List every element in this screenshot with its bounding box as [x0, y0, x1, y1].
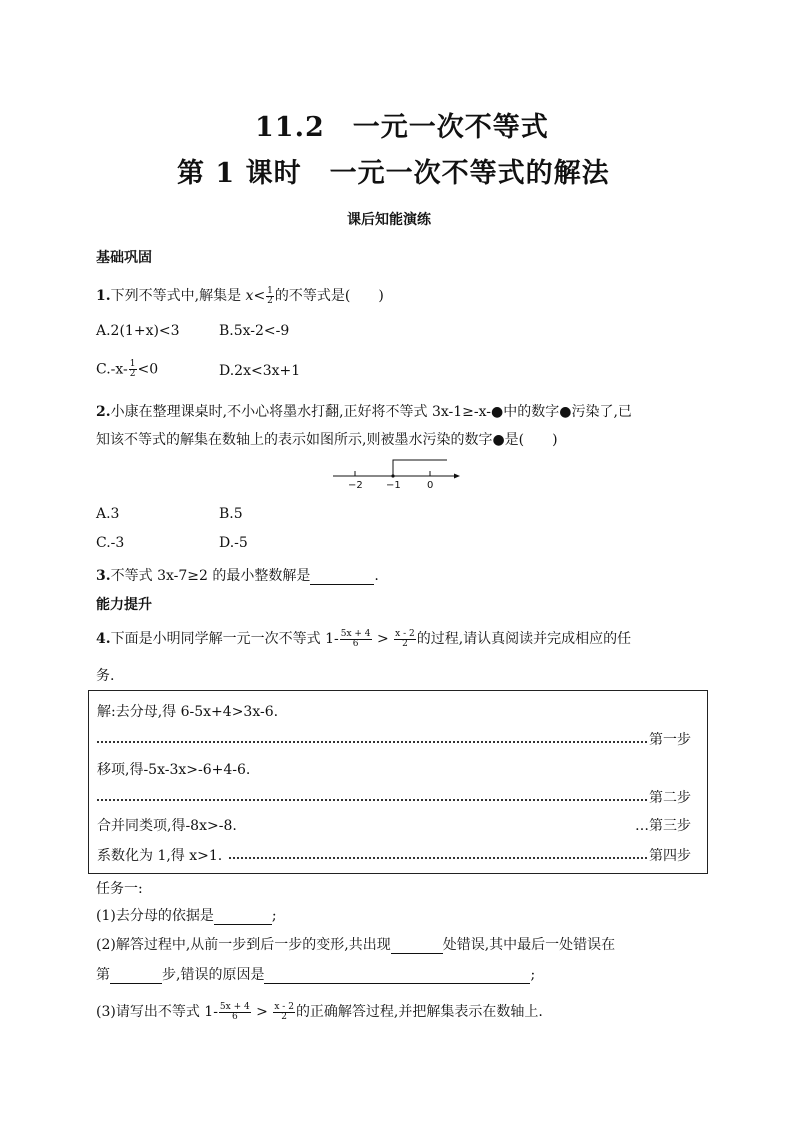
- option-a: A.3: [96, 506, 120, 522]
- task-text: (3)请写出不等式 1-: [96, 1004, 218, 1020]
- axis-label-0: 0: [427, 480, 434, 491]
- task-text-end: ;: [530, 967, 536, 983]
- solution-line-1: 解:去分母,得 6-5x+4>3x-6.: [97, 704, 279, 720]
- question-number: 4.: [96, 631, 111, 647]
- question-text: 下列不等式中,解集是: [110, 288, 246, 304]
- answer-blank[interactable]: [214, 908, 272, 925]
- option-c: [96, 360, 158, 379]
- numerator: 5x + 4: [219, 1001, 250, 1012]
- question-text: 小康在整理课桌时,不小心将墨水打翻,正好将不等式 3x-1≥-x-●中的数字●污染了,已: [110, 404, 632, 420]
- question-number: 1.: [96, 288, 111, 304]
- question-4: [96, 628, 631, 649]
- answer-blank[interactable]: [264, 967, 530, 984]
- numerator: 1: [129, 359, 136, 369]
- numerator: x - 2: [274, 1001, 294, 1012]
- step-label-1: 第一步: [649, 732, 691, 748]
- task-3: [96, 1001, 543, 1022]
- operator: >: [372, 631, 394, 647]
- question-text-end: 的不等式是( ): [274, 288, 384, 304]
- question-number: 2.: [96, 404, 111, 420]
- question-text-end: 的过程,请认真阅读并完成相应的任: [416, 631, 632, 647]
- question-text: 下面是小明同学解一元一次不等式 1-: [110, 631, 339, 647]
- section-advanced: 能力提升: [96, 597, 152, 613]
- question-number: 3.: [96, 568, 111, 584]
- variable: x: [245, 288, 254, 304]
- axis-labels: [330, 480, 465, 494]
- question-2: [96, 401, 632, 421]
- question-2-line2: 知该不等式的解集在数轴上的表示如图所示,则被墨水污染的数字●是( ): [96, 432, 558, 448]
- numerator: 5x + 4: [340, 628, 371, 639]
- answer-blank[interactable]: [110, 967, 162, 984]
- option-b: B.5: [219, 506, 243, 522]
- task-heading: 任务一:: [96, 881, 143, 897]
- fraction: [394, 630, 416, 649]
- numerator: 1: [267, 285, 273, 296]
- task-text: (1)去分母的依据是: [96, 908, 214, 924]
- answer-blank[interactable]: [310, 568, 374, 585]
- task-text: 第: [96, 967, 110, 983]
- fraction: [266, 287, 274, 306]
- page-title: 11.2 一元一次不等式: [255, 112, 549, 143]
- lesson-title: 第 1 课时 一元一次不等式的解法: [177, 158, 610, 189]
- step-label-2: 第二步: [649, 790, 691, 806]
- fraction: [273, 1003, 295, 1022]
- fraction: [340, 630, 372, 649]
- task-text-mid: 步,错误的原因是: [162, 967, 265, 983]
- task-text-end: ;: [271, 908, 277, 924]
- task-text-end: 处错误,其中最后一处错误在: [442, 937, 616, 953]
- period: .: [374, 568, 379, 584]
- solution-line-4: 系数化为 1,得 x>1.: [97, 848, 223, 864]
- task-text-end: 的正确解答过程,并把解集表示在数轴上.: [295, 1004, 543, 1020]
- option-d: D.2x<3x+1: [219, 363, 301, 379]
- question-1: [96, 285, 384, 306]
- task-2: [96, 934, 615, 954]
- denominator: 2: [267, 295, 273, 306]
- option-d: D.-5: [219, 535, 248, 551]
- axis-arrow-icon: [454, 474, 460, 479]
- option-a: A.2(1+x)<3: [96, 323, 180, 339]
- numerator: x - 2: [395, 628, 415, 639]
- step-label-3: …第三步: [635, 818, 691, 834]
- solution-box: [88, 690, 708, 874]
- fraction: [219, 1003, 251, 1022]
- task-1: [96, 905, 277, 925]
- question-4-line2: 务.: [96, 668, 115, 684]
- option-text: C.-x-: [96, 361, 128, 378]
- fraction: [129, 360, 137, 379]
- solution-set-marker: [393, 460, 447, 476]
- dotted-leader: [97, 799, 647, 801]
- denominator: 6: [352, 638, 359, 649]
- subtitle: 课后知能演练: [347, 212, 431, 228]
- solution-line-2: 移项,得-5x-3x>-6+4-6.: [97, 762, 251, 778]
- denominator: 2: [281, 1011, 288, 1022]
- denominator: 2: [402, 638, 408, 649]
- task-text: (2)解答过程中,从前一步到后一步的变形,共出现: [96, 937, 391, 953]
- section-basic: 基础巩固: [96, 250, 152, 266]
- operator: >: [251, 1004, 273, 1020]
- option-b: B.5x-2<-9: [219, 323, 290, 339]
- operator: <: [253, 288, 266, 304]
- denominator: 6: [231, 1011, 238, 1022]
- solution-line-3: 合并同类项,得-8x>-8.: [97, 818, 237, 834]
- dotted-leader: [229, 857, 647, 859]
- denominator: 2: [129, 369, 136, 379]
- dotted-leader: [97, 741, 647, 743]
- answer-blank[interactable]: [391, 937, 443, 954]
- step-label-4: 第四步: [649, 848, 691, 864]
- option-c: C.-3: [96, 535, 125, 551]
- axis-label-neg2: −2: [348, 480, 363, 491]
- solution-endpoint: [391, 474, 394, 477]
- task-2-line2: [96, 964, 535, 984]
- option-text-end: <0: [137, 361, 159, 378]
- axis-label-neg1: −1: [386, 480, 401, 491]
- question-text: 不等式 3x-7≥2 的最小整数解是: [110, 568, 311, 584]
- question-3: [96, 565, 379, 585]
